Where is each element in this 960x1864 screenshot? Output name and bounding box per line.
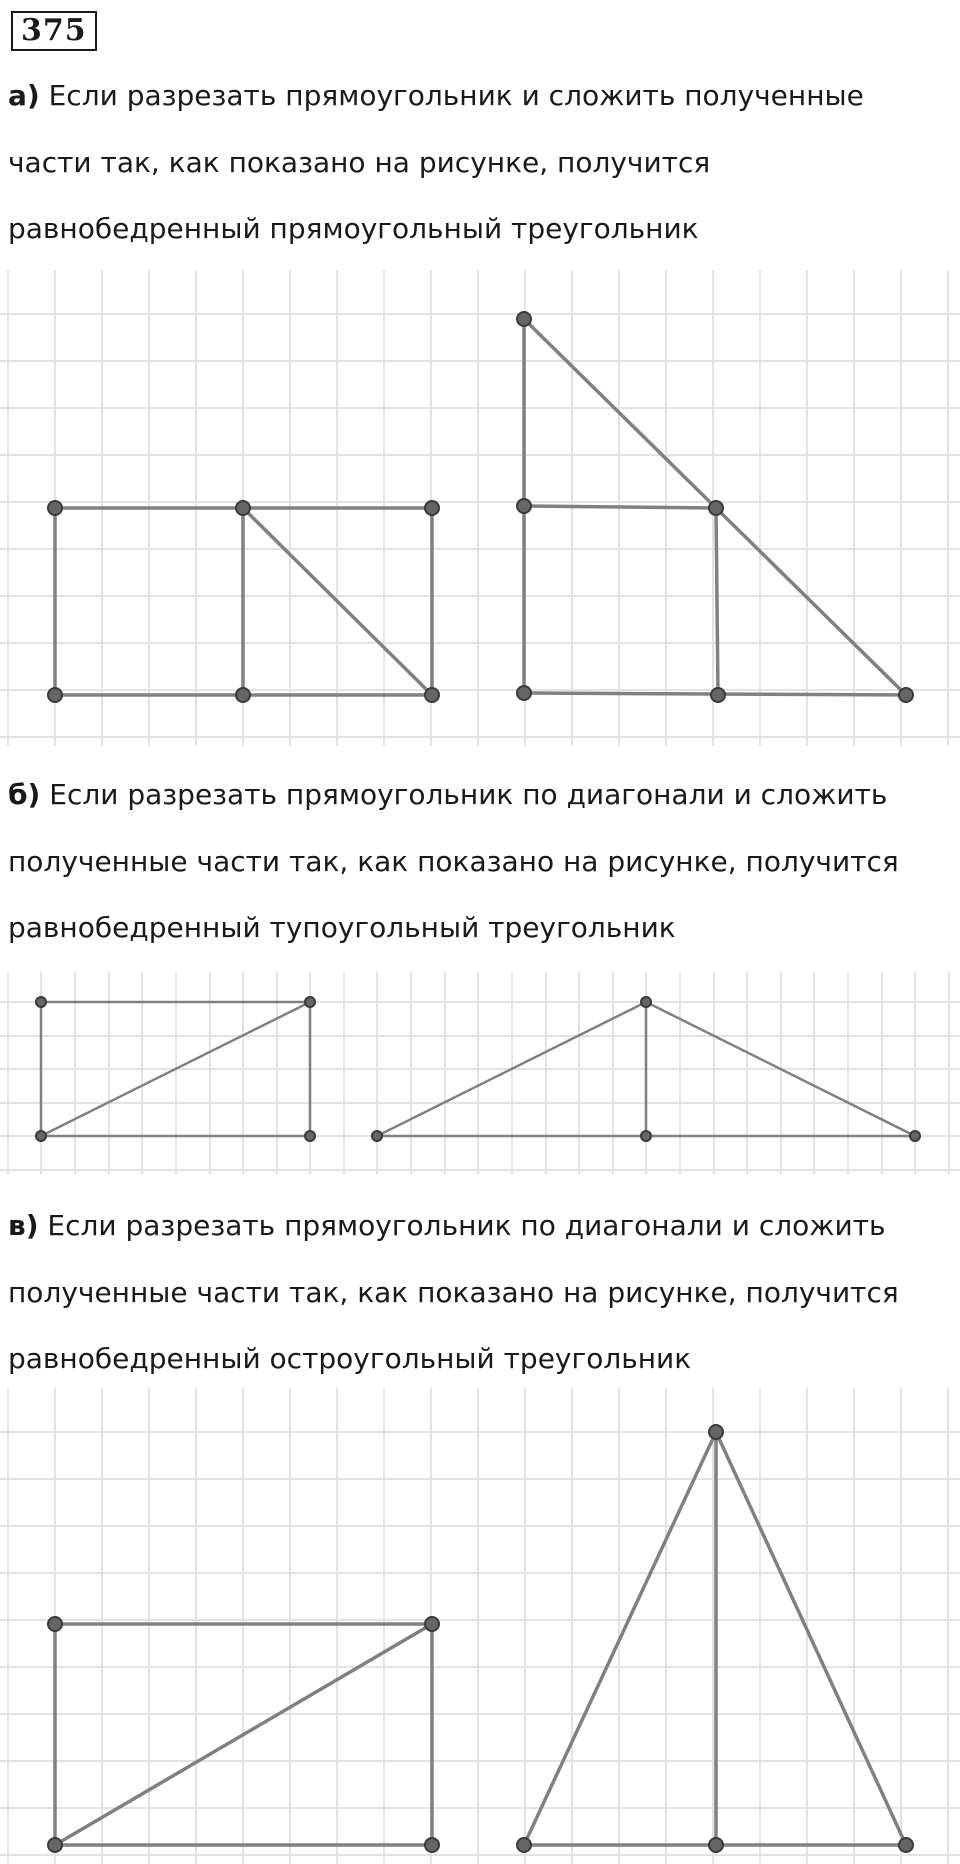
part-a-line-1	[8, 78, 864, 114]
part-b-text-2: полученные части так, как показано на рисунке, получится	[8, 845, 899, 878]
part-c-text-1: Если разрезать прямоугольник по диагонали и сложить	[47, 1209, 886, 1242]
figure-c	[0, 1388, 960, 1864]
part-b-text-3: равнобедренный тупоугольный треугольник	[8, 911, 676, 944]
part-c-text-3: равнобедренный остроугольный треугольник	[8, 1342, 692, 1375]
part-c-line-1	[8, 1208, 886, 1244]
part-a-text-2: части так, как показано на рисунке, получится	[8, 146, 711, 179]
part-b-label: б)	[8, 778, 41, 811]
part-a-text-3: равнобедренный прямоугольный треугольник	[8, 212, 699, 245]
part-c-label: в)	[8, 1209, 39, 1242]
part-a-label: а)	[8, 79, 40, 112]
figure-b	[0, 972, 960, 1174]
part-b-line-1	[8, 777, 887, 813]
rectangle-a	[55, 508, 432, 695]
part-c-text-2: полученные части так, как показано на рисунке, получится	[8, 1276, 899, 1309]
part-b-text-1: Если разрезать прямоугольник по диагонали и сложить	[49, 778, 888, 811]
problem-number: 375	[11, 11, 97, 51]
figure-a	[0, 270, 960, 746]
acute-triangle-c	[524, 1432, 906, 1845]
part-a-text-1: Если разрезать прямоугольник и сложить полученные	[48, 79, 864, 112]
